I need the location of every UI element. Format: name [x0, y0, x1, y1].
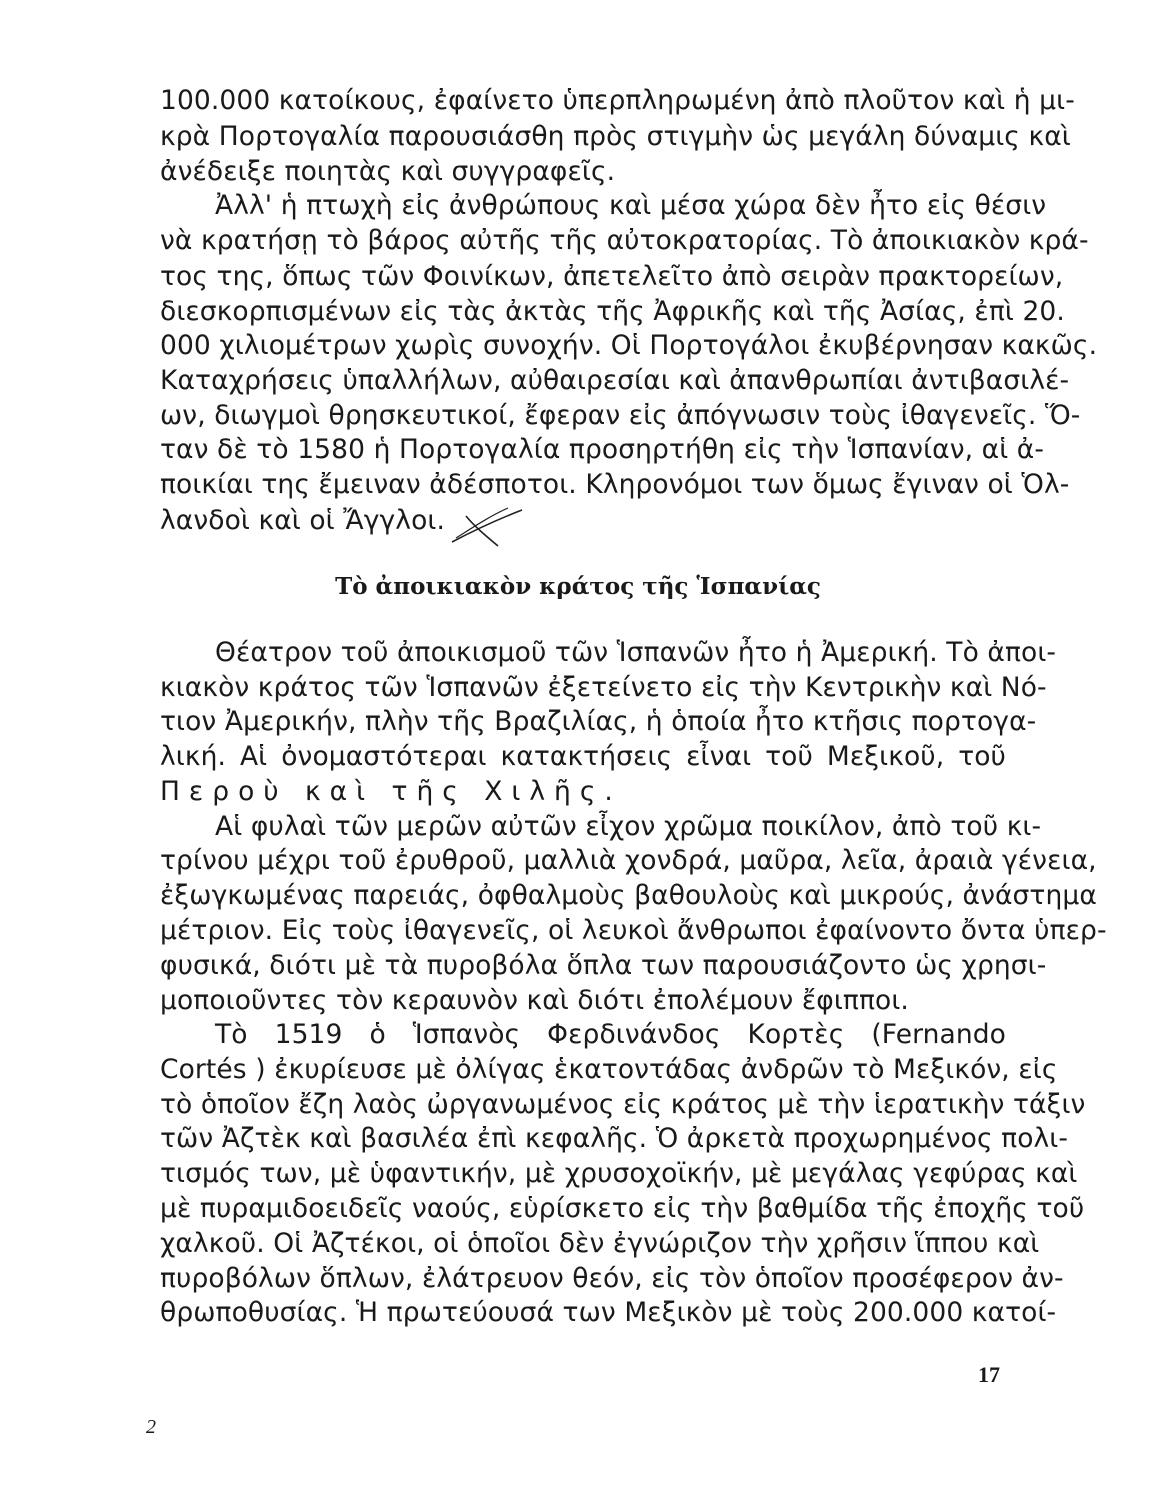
text-line: τὸ ὁποῖον ἔζη λαὸς ὠργανωμένος εἰς κράτος μὲ τὴν ἱερατικὴν τάξιν	[160, 1089, 1086, 1120]
text-line: μοποιοῦντες τὸν κεραυνὸν καὶ διότι ἐπολέμουν ἔφιπποι.	[160, 985, 909, 1016]
text-line: τος της, ὅπως τῶν Φοινίκων, ἀπετελεῖτο ἀπὸ σειρὰν πρακτορείων,	[160, 261, 1064, 292]
text-line: Αἱ φυλαὶ τῶν μερῶν αὐτῶν εἶχον χρῶμα ποικίλον, ἀπὸ τοῦ κι-	[215, 811, 1042, 842]
text-line: κιακὸν κράτος τῶν Ἱσπανῶν ἐξετείνετο εἰς τὴν Κεντρικὴν καὶ Νό-	[160, 672, 1047, 703]
text-line: διεσκορπισμένων εἰς τὰς ἀκτὰς τῆς Ἀφρικῆς καὶ τῆς Ἀσίας, ἐπὶ 20.	[160, 296, 1065, 327]
text-line: Θέατρον τοῦ ἀποικισμοῦ τῶν Ἱσπανῶν ἦτο ἡ Ἀμερική. Τὸ ἀποι-	[215, 637, 1057, 668]
text-line: λανδοὶ καὶ οἱ Ἄγγλοι.	[160, 505, 445, 536]
text-line: θρωποθυσίας. Ἡ πρωτεύουσά των Μεξικὸν μὲ τοὺς 200.000 κατοί-	[160, 1297, 1057, 1328]
text-line: μέτριον. Εἰς τοὺς ἰθαγενεῖς, οἱ λευκοὶ ἄνθρωποι ἐφαίνοντο ὄντα ὑπερ-	[160, 915, 1107, 946]
text-line: ἀνέδειξε ποιητὰς καὶ συγγραφεῖς.	[160, 156, 616, 187]
section-heading: Τὸ ἀποικιακὸν κράτος τῆς Ἱσπανίας	[335, 573, 821, 600]
text-line: πυροβόλων ὅπλων, ἐλάτρευον θεόν, εἰς τὸν ὁποῖον προσέφερον ἀν-	[160, 1263, 1064, 1294]
text-line: 100.000 κατοίκους, ἐφαίνετο ὑπερπληρωμένη ἀπὸ πλοῦτον καὶ ἡ μι-	[160, 85, 1075, 116]
text-line: τιον Ἀμερικήν, πλὴν τῆς Βραζιλίας, ἡ ὁποία ἦτο κτῆσις πορτογα-	[160, 706, 1037, 737]
text-line: Ἀλλ' ἡ πτωχὴ εἰς ἀνθρώπους καὶ μέσα χώρα δὲν ἦτο εἰς θέσιν	[215, 190, 1047, 221]
text-line: νὰ κρατήσῃ τὸ βάρος αὐτῆς τῆς αὐτοκρατορίας. Τὸ ἀποικιακὸν κρά-	[160, 225, 1089, 256]
text-line: τῶν Ἀζτὲκ καὶ βασιλέα ἐπὶ κεφαλῆς. Ὁ ἀρκετὰ προχωρημένος πολι-	[160, 1123, 1069, 1154]
handwritten-cross-mark	[446, 502, 526, 552]
signature-mark: 2	[146, 1416, 156, 1438]
text-line: ων, διωγμοὶ θρησκευτικοί, ἔφεραν εἰς ἀπόγνωσιν τοὺς ἰθαγενεῖς. Ὅ-	[160, 400, 1081, 431]
text-line: φυσικά, διότι μὲ τὰ πυροβόλα ὅπλα των παρουσιάζοντο ὡς χρησι-	[160, 950, 1047, 981]
text-line: ποικίαι της ἔμειναν ἀδέσποτοι. Κληρονόμοι των ὅμως ἔγιναν οἱ Ὁλ-	[160, 469, 1070, 500]
text-line: χαλκοῦ. Οἱ Ἀζτέκοι, οἱ ὁποῖοι δὲν ἐγνώριζον τὴν χρῆσιν ἵππου καὶ	[160, 1228, 1040, 1259]
text-line: ἐξωγκωμένας παρειάς, ὀφθαλμοὺς βαθουλοὺς καὶ μικρούς, ἀνάστημα	[160, 880, 1097, 911]
text-line: λική. Αἱ ὀνομαστότεραι κατακτήσεις εἶναι τοῦ Μεξικοῦ, τοῦ	[160, 741, 1006, 772]
text-line: Καταχρήσεις ὑπαλλήλων, αὐθαιρεσίαι καὶ ἀπανθρωπίαι ἀντιβασιλέ-	[160, 365, 1070, 396]
text-line: Cortés ) ἐκυρίευσε μὲ ὀλίγας ἑκατοντάδας ἀνδρῶν τὸ Μεξικόν, εἰς	[160, 1054, 1058, 1085]
text-line: τισμός των, μὲ ὑφαντικήν, μὲ χρυσοχοϊκήν, μὲ μεγάλας γεφύρας καὶ	[160, 1158, 1078, 1189]
text-line: τρίνου μέχρι τοῦ ἐρυθροῦ, μαλλιὰ χονδρά, μαῦρα, λεῖα, ἀραιὰ γένεια,	[160, 845, 1097, 876]
page-number: 17	[978, 1362, 1000, 1387]
text-line: ταν δὲ τὸ 1580 ἡ Πορτογαλία προσηρτήθη εἰς τὴν Ἱσπανίαν, αἱ ἀ-	[160, 434, 1045, 465]
text-line: μὲ πυραμιδοειδεῖς ναούς, εὑρίσκετο εἰς τὴν βαθμίδα τῆς ἐποχῆς τοῦ	[160, 1193, 1085, 1224]
text-line: 000 χιλιομέτρων χωρὶς συνοχήν. Οἱ Πορτογάλοι ἐκυβέρνησαν κακῶς.	[160, 330, 1098, 361]
text-line: Τὸ 1519 ὁ Ἱσπανὸς Φερδινάνδος Κορτὲς (Fernando	[215, 1019, 1006, 1050]
text-line: Περοὺ καὶ τῆς Χιλῆς.	[160, 776, 622, 807]
text-line: κρὰ Πορτογαλία παρουσιάσθη πρὸς στιγμὴν ὡς μεγάλη δύναμις καὶ	[160, 121, 1071, 152]
